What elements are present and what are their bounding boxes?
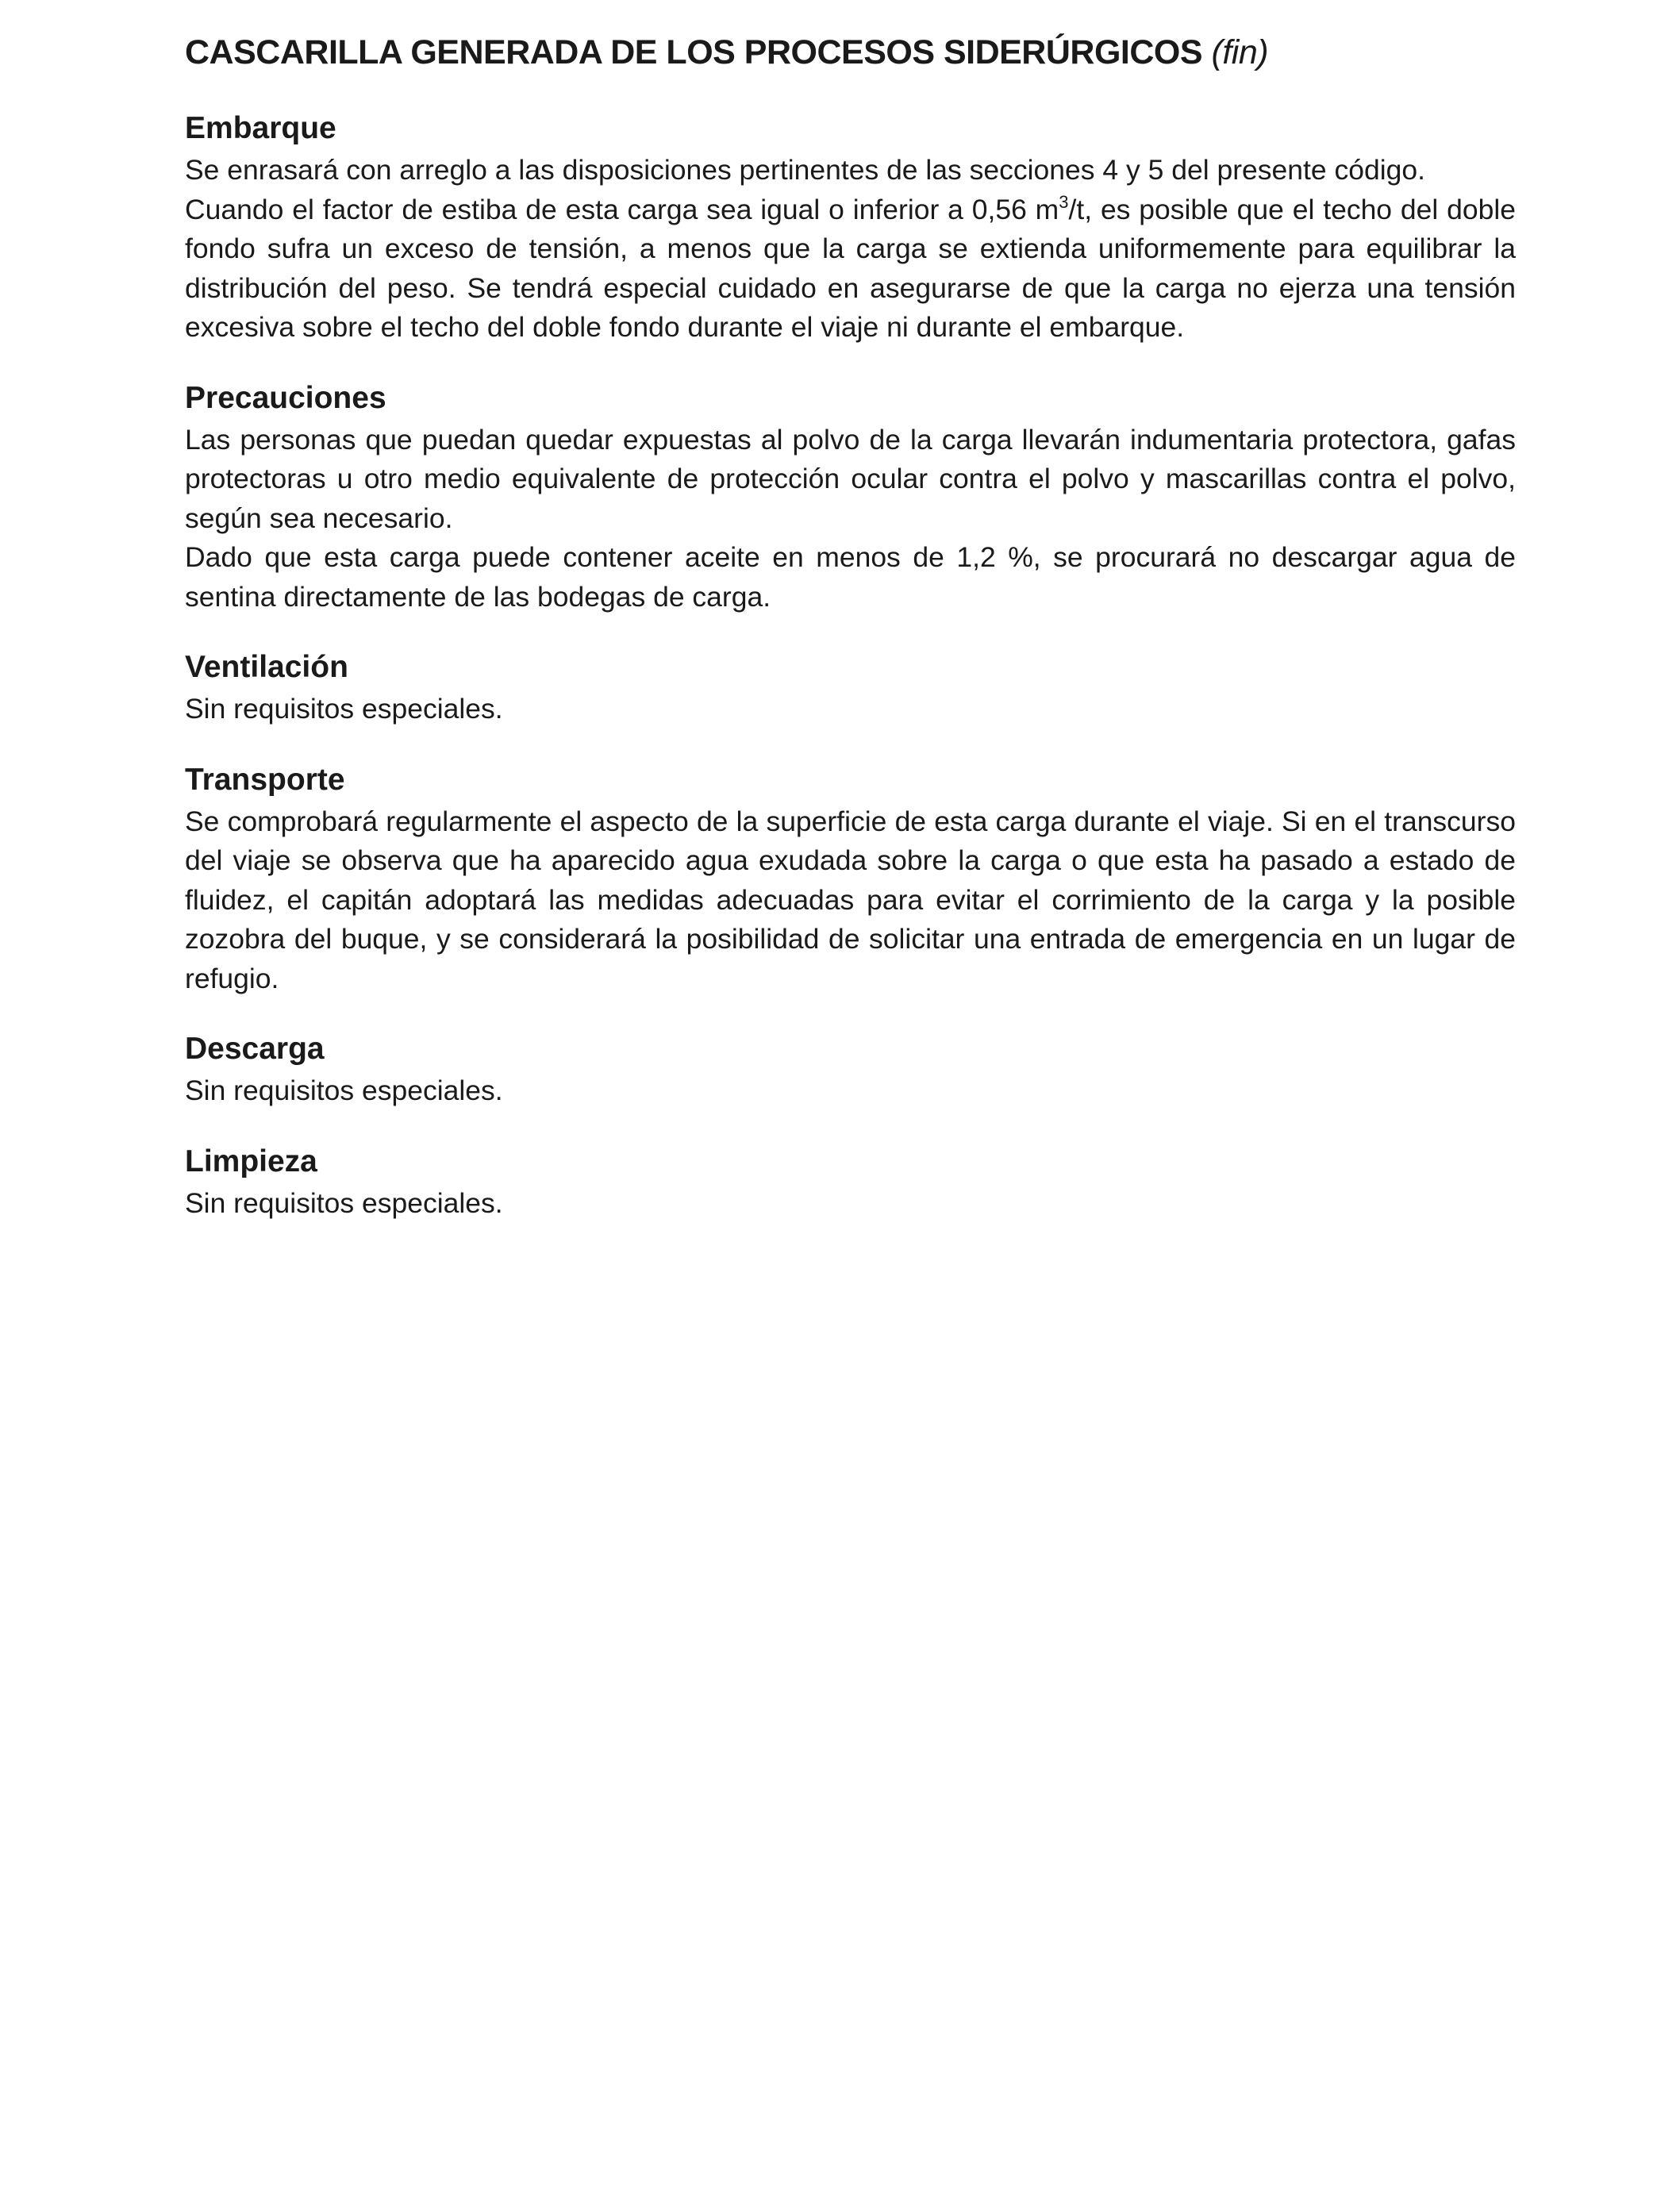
section-heading: Ventilación: [185, 650, 348, 684]
section-heading: Precauciones: [185, 380, 386, 415]
section-limpieza: [185, 1140, 1516, 1224]
paragraph-text: /t, es posible que el techo del doble fondo sufra un exceso de tensión, a menos que la carga se extienda uniformemente para equilibrar la distribución del peso. Se tendrá especial cuidado en asegurarse de que la carga no ejerza una tensión excesiva sobre el techo del doble fondo durante el viaje ni durante el embarque.: [185, 193, 1516, 343]
section-precauciones: [185, 376, 1516, 617]
section-ventilacion: [185, 645, 1516, 729]
paragraph: Dado que esta carga puede contener aceite en menos de 1,2 %, se procurará no descargar agua de sentina directamente de las bodegas de carga.: [185, 541, 1516, 613]
section-transporte: [185, 758, 1516, 999]
paragraph: [185, 190, 1516, 348]
paragraph: Se comprobará regularmente el aspecto de la superficie de esta carga durante el viaje. Si en el transcurso del viaje se observa que ha aparecido agua exudada sobre la carga o que esta ha pasado a estado de fluidez, el capitán adoptará las medidas adecuadas para evitar el corrimiento de la carga y la posible zozobra del buque, y se considerará la posibilidad de solicitar una entrada de emergencia en un lugar de refugio.: [185, 805, 1516, 994]
paragraph: Sin requisitos especiales.: [185, 693, 503, 725]
paragraph: Sin requisitos especiales.: [185, 1186, 503, 1219]
section-embarque: [185, 106, 1516, 348]
section-descarga: [185, 1027, 1516, 1111]
page-title: [185, 30, 1516, 75]
superscript: 3: [1059, 191, 1069, 212]
title-suffix: (fin): [1211, 33, 1269, 71]
section-heading: Descarga: [185, 1032, 325, 1066]
section-heading: Transporte: [185, 762, 345, 797]
paragraph: Se enrasará con arreglo a las disposiciones pertinentes de las secciones 4 y 5 del presente código.: [185, 154, 1425, 186]
title-main: CASCARILLA GENERADA DE LOS PROCESOS SIDERÚRGICOS: [185, 33, 1203, 71]
section-heading: Embarque: [185, 111, 336, 145]
paragraph: Las personas que puedan quedar expuestas al polvo de la carga llevarán indumentaria protectora, gafas protectoras u otro medio equivalente de protección ocular contra el polvo y mascarillas contra el polvo, según sea necesario.: [185, 423, 1516, 534]
paragraph-text: Cuando el factor de estiba de esta carga sea igual o inferior a 0,56 m: [185, 193, 1059, 225]
document-page: [185, 30, 1516, 1251]
paragraph: Sin requisitos especiales.: [185, 1075, 503, 1106]
section-heading: Limpieza: [185, 1144, 317, 1178]
